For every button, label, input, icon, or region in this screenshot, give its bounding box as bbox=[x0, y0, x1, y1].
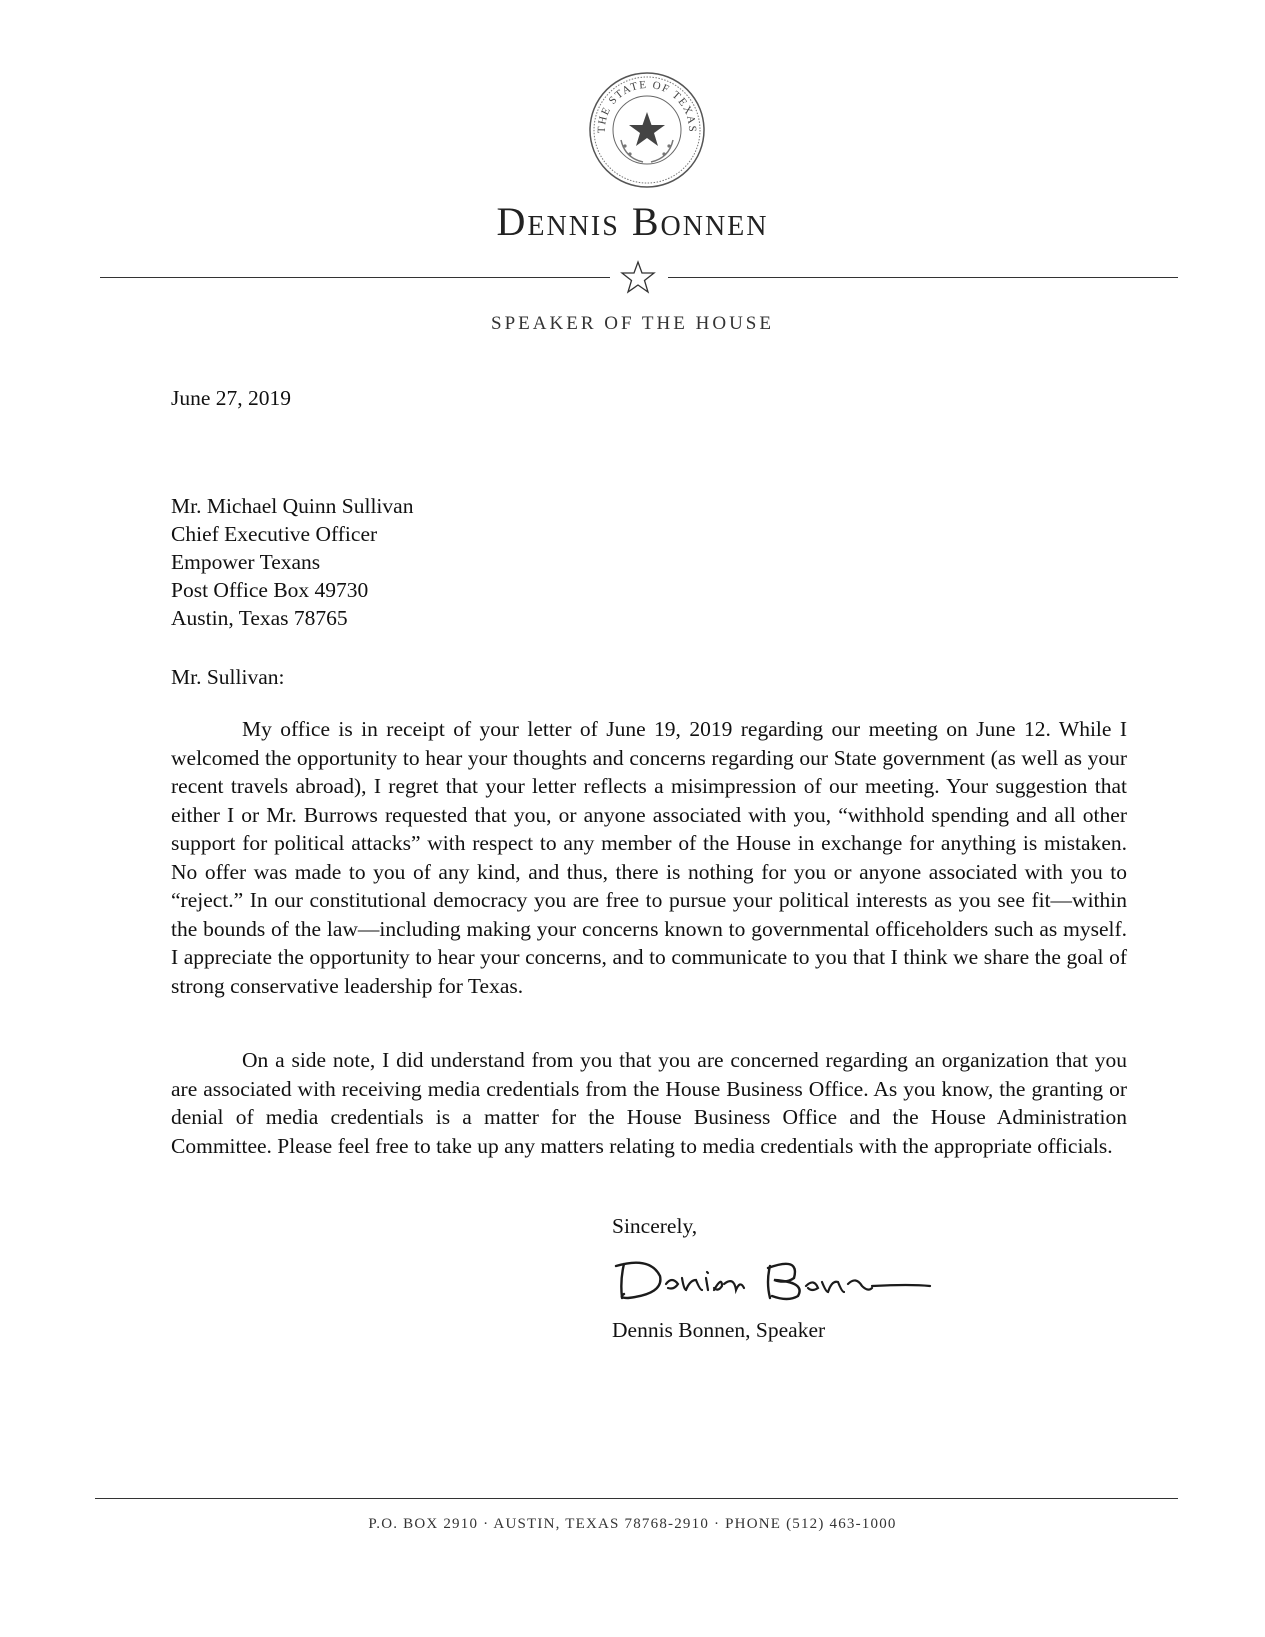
letter-date: June 27, 2019 bbox=[171, 386, 292, 410]
letterhead-office: SPEAKER OF THE HOUSE bbox=[491, 313, 774, 334]
signer-name: Dennis Bonnen, Speaker bbox=[612, 1318, 826, 1342]
handwritten-signature bbox=[610, 1250, 940, 1310]
body-paragraph-2 bbox=[171, 1046, 1127, 1160]
recipient-address-line2: Austin, Texas 78765 bbox=[171, 606, 348, 630]
footer-divider bbox=[95, 1498, 1178, 1499]
recipient-title: Chief Executive Officer bbox=[171, 522, 378, 546]
body-paragraph-1 bbox=[171, 715, 1127, 1000]
recipient-organization: Empower Texans bbox=[171, 550, 321, 574]
texas-state-seal-icon bbox=[587, 70, 707, 190]
recipient-address-line1: Post Office Box 49730 bbox=[171, 578, 369, 602]
divider-right bbox=[668, 277, 1178, 278]
paragraph-text: On a side note, I did understand from you that you are concerned regarding an organization that you are associated with receiving media credentials from the House Business Office. As you know, the granting or denial of media credentials is a matter for the House Business Office and the House Administration Committee. Please feel free to take up any matters relating to media credentials with the appropriate officials. bbox=[171, 1048, 1127, 1158]
salutation: Mr. Sullivan: bbox=[171, 665, 285, 689]
seal-text: THE STATE OF TEXAS bbox=[595, 78, 699, 134]
star-icon bbox=[620, 260, 656, 294]
recipient-name: Mr. Michael Quinn Sullivan bbox=[171, 494, 414, 518]
letterhead-name: Dennis Bonnen bbox=[496, 199, 769, 244]
closing: Sincerely, bbox=[612, 1214, 698, 1238]
divider-left bbox=[100, 277, 610, 278]
footer-address: P.O. BOX 2910 · AUSTIN, TEXAS 78768-2910 · PHONE (512) 463-1000 bbox=[368, 1516, 897, 1532]
recipient-address bbox=[171, 492, 413, 632]
paragraph-text: My office is in receipt of your letter of June 19, 2019 regarding our meeting on June 12. While I welcomed the opportunity to hear your thoughts and concerns regarding our State government (as well as your recent travels abroad), I regret that your letter reflects a misimpression of our meeting. Your suggestion that either I or Mr. Burrows requested that you, or anyone associated with you, “withhold spending and all other support for political attacks” with respect to any member of the House in exchange for anything is mistaken. No offer was made to you of any kind, and thus, there is nothing for you or anyone associated with you to “reject.” In our constitutional democracy you are free to pursue your political interests as you see fit—within the bounds of the law—including making your concerns known to governmental officeholders such as myself. I appreciate the opportunity to hear your concerns, and to communicate to you that I think we share the goal of strong conservative leadership for Texas. bbox=[171, 717, 1127, 998]
